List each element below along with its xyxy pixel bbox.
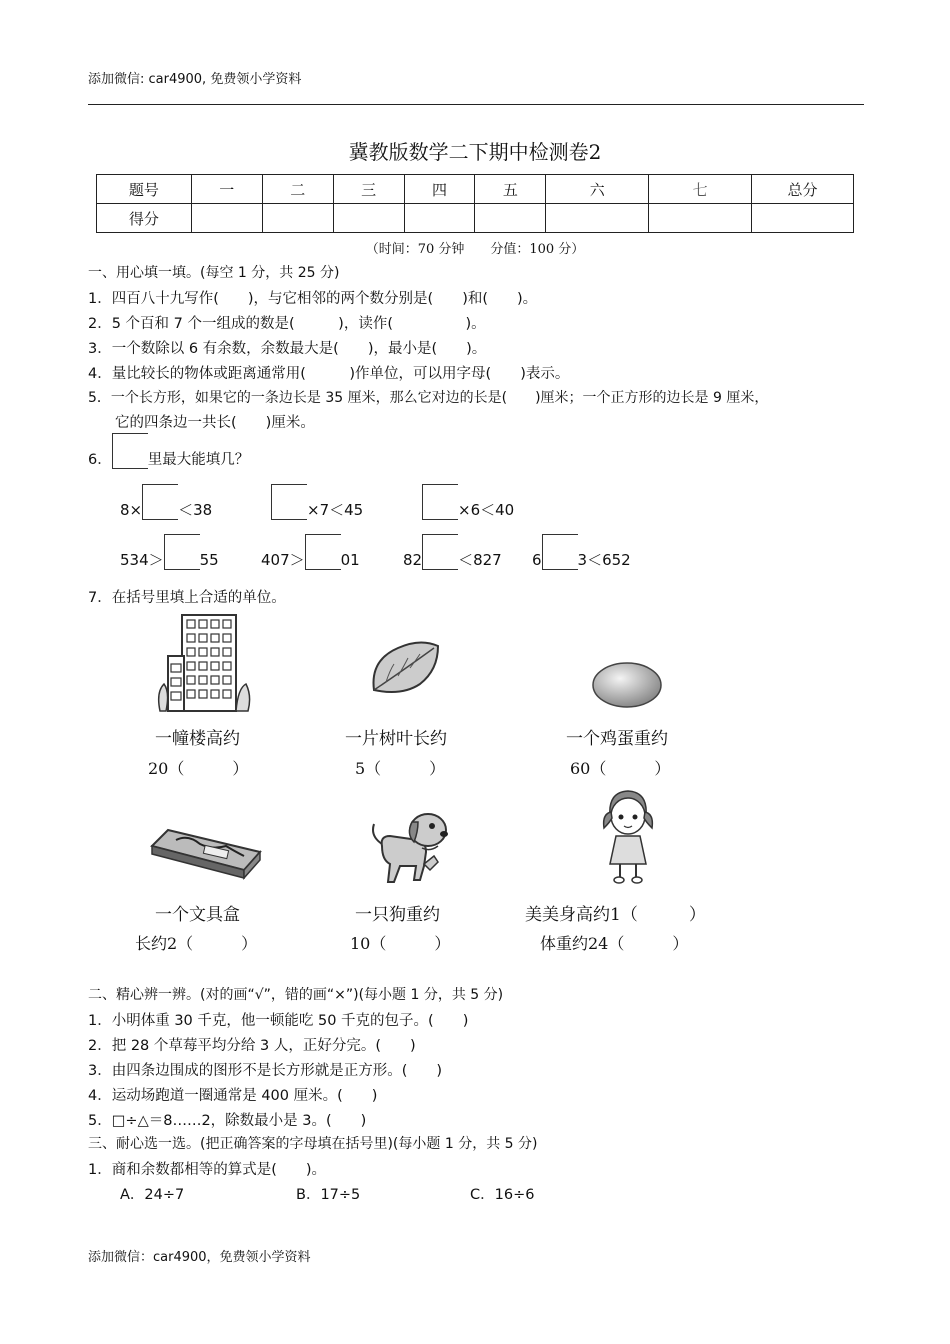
score-cell-3: 三 bbox=[333, 175, 404, 204]
q6-item-c bbox=[422, 484, 514, 520]
question-1-5b: 它的四条边一共长( )厘米。 bbox=[115, 415, 315, 431]
score-input[interactable] bbox=[262, 204, 333, 233]
q7-item-3-line1: 一个鸡蛋重约 bbox=[566, 729, 668, 749]
option-a: A．24÷7 bbox=[120, 1187, 185, 1203]
score-row-label: 得分 bbox=[97, 204, 192, 233]
answer-box[interactable] bbox=[422, 484, 458, 520]
question-2-4: 4．运动场跑道一圈通常是 400 厘米。( ) bbox=[88, 1088, 378, 1104]
q6-item-f bbox=[403, 534, 502, 570]
q6-f-pre: 82 bbox=[403, 551, 423, 569]
answer-box bbox=[112, 433, 148, 469]
q6-item-d bbox=[120, 534, 219, 570]
q7-item-1-line1: 一幢楼高约 bbox=[155, 729, 240, 749]
score-input[interactable] bbox=[546, 204, 649, 233]
q7-item-2-line2: 5（ ） bbox=[355, 759, 446, 778]
q7-item-4-line2: 长约2（ ） bbox=[135, 934, 258, 953]
q6-b-post: ×7＜45 bbox=[307, 501, 364, 519]
q6-g-post: 3＜652 bbox=[577, 551, 631, 569]
building-icon bbox=[156, 612, 252, 714]
q6-a-post: ＜38 bbox=[178, 501, 213, 519]
question-1-3: 3．一个数除以 6 有余数，余数最大是( )，最小是( )。 bbox=[88, 341, 487, 357]
q7-item-5-line2: 10（ ） bbox=[350, 934, 451, 953]
answer-box[interactable] bbox=[142, 484, 178, 520]
score-input[interactable] bbox=[333, 204, 404, 233]
question-2-1: 1．小明体重 30 千克，他一顿能吃 50 千克的包子。( ) bbox=[88, 1013, 469, 1029]
score-cell-total: 总分 bbox=[752, 175, 854, 204]
score-cell-5: 五 bbox=[475, 175, 546, 204]
score-input[interactable] bbox=[404, 204, 475, 233]
q7-item-1-line2: 20（ ） bbox=[148, 759, 249, 778]
answer-box[interactable] bbox=[542, 534, 578, 570]
q7-item-5-line1: 一只狗重约 bbox=[355, 905, 440, 925]
question-1-1: 1．四百八十九写作( )，与它相邻的两个数分别是( )和( )。 bbox=[88, 291, 538, 307]
question-1-4: 4．量比较长的物体或距离通常用( )作单位，可以用字母( )表示。 bbox=[88, 366, 570, 382]
q6-item-e bbox=[261, 534, 360, 570]
q7-item-6-line2: 体重约24（ ） bbox=[540, 934, 689, 953]
score-cell-2: 二 bbox=[262, 175, 333, 204]
q7-item-3-line2: 60（ ） bbox=[570, 759, 671, 778]
q6-g-pre: 6 bbox=[532, 551, 542, 569]
header-note: 添加微信: car4900, 免费领小学资料 bbox=[88, 72, 302, 87]
q6-d-post: 55 bbox=[199, 551, 219, 569]
question-2-3: 3．由四条边围成的图形不是长方形就是正方形。( ) bbox=[88, 1063, 443, 1079]
q6-item-b bbox=[271, 484, 363, 520]
answer-box[interactable] bbox=[305, 534, 341, 570]
answer-box[interactable] bbox=[422, 534, 458, 570]
score-header-row bbox=[97, 175, 854, 204]
question-2-5: 5．□÷△＝8……2，除数最小是 3。( ) bbox=[88, 1113, 367, 1129]
score-cell-4: 四 bbox=[404, 175, 475, 204]
q7-item-2-line1: 一片树叶长约 bbox=[345, 729, 447, 749]
question-1-5a: 5．一个长方形，如果它的一条边长是 35 厘米，那么它对边的长是( )厘米；一个正方形的边长是 9 厘米， bbox=[88, 390, 769, 406]
footer-note: 添加微信：car4900，免费领小学资料 bbox=[88, 1250, 311, 1265]
dog-icon bbox=[360, 806, 450, 886]
q6-f-post: ＜827 bbox=[458, 551, 502, 569]
question-1-6 bbox=[88, 433, 249, 469]
pencil-case-icon bbox=[148, 826, 264, 880]
q6-text: 里最大能填几？ bbox=[147, 452, 250, 468]
section3-heading: 三、耐心选一选。(把正确答案的字母填在括号里)(每小题 1 分，共 5 分) bbox=[88, 1136, 538, 1152]
answer-box[interactable] bbox=[164, 534, 200, 570]
leaf-icon bbox=[368, 640, 442, 698]
score-value-row bbox=[97, 204, 854, 233]
score-cell-1: 一 bbox=[191, 175, 262, 204]
page-title: 冀教版数学二下期中检测卷2 bbox=[348, 140, 602, 164]
egg-icon bbox=[590, 660, 664, 710]
section2-heading: 二、精心辨一辨。(对的画“√”，错的画“×”)(每小题 1 分，共 5 分) bbox=[88, 987, 504, 1003]
girl-icon bbox=[596, 786, 660, 886]
option-c: C．16÷6 bbox=[470, 1187, 535, 1203]
score-cell-7: 七 bbox=[649, 175, 752, 204]
score-table bbox=[96, 174, 854, 233]
question-1-7: 7．在括号里填上合适的单位。 bbox=[88, 590, 286, 606]
q6-e-post: 01 bbox=[340, 551, 360, 569]
score-cell-label: 题号 bbox=[97, 175, 192, 204]
q6-e-pre: 407＞ bbox=[261, 551, 305, 569]
answer-box[interactable] bbox=[271, 484, 307, 520]
header-divider bbox=[88, 104, 864, 105]
score-cell-6: 六 bbox=[546, 175, 649, 204]
q7-item-6-line1: 美美身高约1（ ） bbox=[525, 905, 706, 925]
score-input[interactable] bbox=[752, 204, 854, 233]
question-1-2: 2．5 个百和 7 个一组成的数是( )，读作( )。 bbox=[88, 316, 486, 332]
q6-c-post: ×6＜40 bbox=[458, 501, 515, 519]
q7-item-4-line1: 一个文具盒 bbox=[155, 905, 240, 925]
question-3-1: 1．商和余数都相等的算式是( )。 bbox=[88, 1162, 327, 1178]
section1-heading: 一、用心填一填。(每空 1 分，共 25 分) bbox=[88, 265, 340, 281]
score-input[interactable] bbox=[191, 204, 262, 233]
question-2-2: 2．把 28 个草莓平均分给 3 人，正好分完。( ) bbox=[88, 1038, 416, 1054]
score-input[interactable] bbox=[649, 204, 752, 233]
option-b: B．17÷5 bbox=[296, 1187, 361, 1203]
q6-item-g bbox=[532, 534, 631, 570]
time-info: （时间：70 分钟 分值：100 分） bbox=[365, 242, 585, 257]
q6-d-pre: 534＞ bbox=[120, 551, 164, 569]
score-input[interactable] bbox=[475, 204, 546, 233]
q6-item-a bbox=[120, 484, 212, 520]
q6-number: 6． bbox=[88, 452, 112, 468]
q6-a-pre: 8× bbox=[120, 501, 143, 519]
